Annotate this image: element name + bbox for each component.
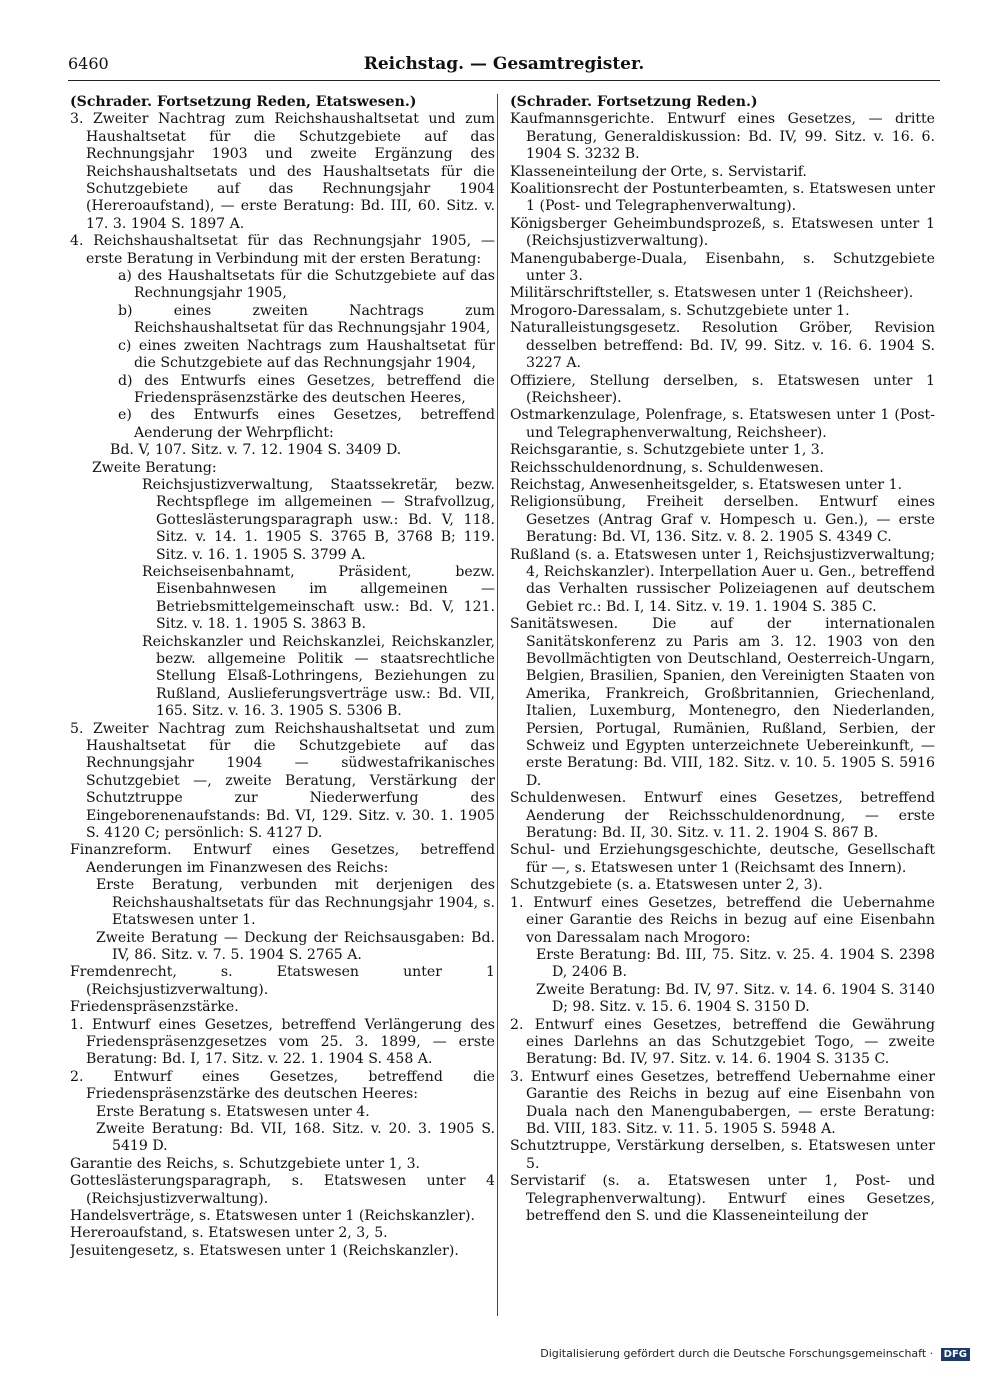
page-header <box>68 54 940 81</box>
index-entry: Hereroaufstand, s. Etatswesen unter 2, 3, 5. <box>70 1225 388 1242</box>
index-entry: Fremdenrecht, s. Etatswesen unter 1 (Reichsjustizverwaltung). <box>70 964 495 998</box>
index-entry: Reichstag, Anwesenheitsgelder, s. Etatswesen unter 1. <box>510 476 903 493</box>
index-entry: 4. Reichshaushaltsetat für das Rechnungsjahr 1905, — erste Beratung in Verbindung mit der ersten Beratung: <box>70 233 495 267</box>
index-entry: 1. Entwurf eines Gesetzes, betreffend die Uebernahme einer Garantie des Reichs in bezug auf eine Eisenbahn von Daressalam nach Mrogoro: <box>510 894 935 946</box>
index-entry: Ostmarkenzulage, Polenfrage, s. Etatswesen unter 1 (Post- und Telegraphenverwaltung, Reichsheer). <box>510 407 935 441</box>
index-entry: Schutztruppe, Verstärkung derselben, s. Etatswesen unter 5. <box>510 1138 935 1172</box>
index-entry: 5. Zweiter Nachtrag zum Reichshaushaltsetat und zum Haushaltsetat für die Schutzgebiete auf das Rechnungsjahr 1904 — südwestafrikanisches Schutzgebiet —, zweite Beratung, Verstärkung der Schutztruppe zur Niederwerfung des Eingeborenenaufstands: Bd. VI, 129. Sitz. v. 30. 1. 1905 S. 4120 C; persönlich: S. 4127 D. <box>70 720 495 842</box>
index-entry: Reichsjustizverwaltung, Staatssekretär, bezw. Rechtspflege im allgemeinen — Strafvollzug, Gotteslästerungsparagraph usw.: Bd. V, 118. Sitz. v. 14. 1. 1905 S. 3765 B, 3768 B; 119. Sitz. v. 16. 1. 1905 S. 3799 A. <box>142 476 495 563</box>
index-entry: Schul- und Erziehungsgeschichte, deutsche, Gesellschaft für —, s. Etatswesen unter 1 (Reichsamt des Innern). <box>510 842 935 876</box>
continuation-heading: (Schrader. Fortsetzung Reden.) <box>510 94 758 110</box>
right-column <box>510 94 935 1324</box>
index-entry: Reichskanzler und Reichskanzlei, Reichskanzler, bezw. allgemeine Politik — staatsrechtliche Stellung Elsaß-Lothringens, Beziehungen zu Rußland, Auslieferungsverträge usw.: Bd. VII, 165. Sitz. v. 16. 3. 1905 S. 5306 B. <box>142 633 495 720</box>
column-divider <box>497 94 498 1316</box>
index-entry: c) eines zweiten Nachtrags zum Haushaltsetat für die Schutzgebiete auf das Rechnungsjahr 1904, <box>118 337 495 372</box>
index-entry: Schuldenwesen. Entwurf eines Gesetzes, betreffend Aenderung der Reichsschuldenordnung, — erste Beratung: Bd. II, 30. Sitz. v. 11. 2. 1904 S. 867 B. <box>510 790 935 842</box>
index-entry: Offiziere, Stellung derselben, s. Etatswesen unter 1 (Reichsheer). <box>510 372 935 406</box>
index-entry: 1. Entwurf eines Gesetzes, betreffend Verlängerung des Friedenspräsenzgesetzes vom 25. 3. 1899, — erste Beratung: Bd. I, 17. Sitz. v. 22. 1. 1904 S. 458 A. <box>70 1016 495 1068</box>
index-entry: Servistarif (s. a. Etatswesen unter 1, Post- und Telegraphenverwaltung). Entwurf eines Gesetzes, betreffend den S. und die Klasseneinteilung der <box>510 1173 935 1224</box>
index-entry: Zweite Beratung: <box>92 459 217 476</box>
running-head: Reichstag. — Gesamtregister. <box>363 54 645 74</box>
index-entry: Klasseneinteilung der Orte, s. Servistarif. <box>510 163 807 180</box>
index-entry: Reichsschuldenordnung, s. Schuldenwesen. <box>510 459 824 476</box>
index-entry: Zweite Beratung — Deckung der Reichsausgaben: Bd. IV, 86. Sitz. v. 7. 5. 1904 S. 2765 A. <box>96 929 495 963</box>
index-entry: Rußland (s. a. Etatswesen unter 1, Reichsjustizverwaltung; 4, Reichskanzler). Interpellation Auer u. Gen., betreffend das Verhalten russischer Polizeiagenen auf deutschem Gebiet rc.: Bd. I, 14. Sitz. v. 19. 1. 1904 S. 385 C. <box>510 546 935 615</box>
index-entry: Naturalleistungsgesetz. Resolution Gröber, Revision desselben betreffend: Bd. IV, 99. Sitz. v. 16. 6. 1904 S. 3227 A. <box>510 320 935 372</box>
index-entry: Manengubaberge-Duala, Eisenbahn, s. Schutzgebiete unter 3. <box>510 250 935 285</box>
index-entry: Zweite Beratung: Bd. VII, 168. Sitz. v. 20. 3. 1905 S. 5419 D. <box>96 1120 495 1155</box>
index-entry: Religionsübung, Freiheit derselben. Entwurf eines Gesetzes (Antrag Graf v. Hompesch u. Gen.), — erste Beratung: Bd. VI, 136. Sitz. v. 8. 2. 1905 S. 4349 C. <box>510 494 935 546</box>
index-entry: 2. Entwurf eines Gesetzes, betreffend die Gewährung eines Darlehns an das Schutzgebiet Togo, — zweite Beratung: Bd. IV, 97. Sitz. v. 14. 6. 1904 S. 3135 C. <box>510 1016 935 1068</box>
left-column <box>70 94 495 1324</box>
index-entry: a) des Haushaltsetats für die Schutzgebiete auf das Rechnungsjahr 1905, <box>118 268 495 302</box>
index-entry: Schutzgebiete (s. a. Etatswesen unter 2, 3). <box>510 877 823 894</box>
index-entry: Reichseisenbahnamt, Präsident, bezw. Eisenbahnwesen im allgemeinen — Betriebsmittelgemeinschaft usw.: Bd. V, 121. Sitz. v. 18. 1. 1905 S. 3863 B. <box>142 563 495 633</box>
index-entry: b) eines zweiten Nachtrags zum Reichshaushaltsetat für das Rechnungsjahr 1904, <box>118 302 495 337</box>
footer <box>540 1347 970 1361</box>
index-entry: Kaufmannsgerichte. Entwurf eines Gesetzes, — dritte Beratung, Generaldiskussion: Bd. IV, 99. Sitz. v. 16. 6. 1904 S. 3232 B. <box>510 111 935 163</box>
index-entry: Sanitätswesen. Die auf der internationalen Sanitätskonferenz zu Paris am 3. 12. 1903 von den Bevollmächtigten von Deutschland, Oesterreich-Ungarn, Belgien, Brasilien, Spanien, den Vereinigten Staaten von Amerika, Frankreich, Großbritannien, Griechenland, Italien, Luxemburg, Montenegro, den Niederlanden, Persien, Portugal, Rumänien, Rußland, Serbien, der Schweiz und Egypten unterzeichnete Uebereinkunft, — erste Beratung: Bd. VIII, 182. Sitz. v. 10. 5. 1905 S. 5916 D. <box>510 616 935 789</box>
index-entry: Jesuitengesetz, s. Etatswesen unter 1 (Reichskanzler). <box>70 1242 459 1259</box>
index-entry: Finanzreform. Entwurf eines Gesetzes, betreffend Aenderungen im Finanzwesen des Reichs: <box>70 842 495 876</box>
index-entry: e) des Entwurfs eines Gesetzes, betreffend Aenderung der Wehrpflicht: <box>118 407 495 441</box>
index-entry: Erste Beratung s. Etatswesen unter 4. <box>96 1103 370 1120</box>
index-entry: Reichsgarantie, s. Schutzgebiete unter 1, 3. <box>510 442 825 459</box>
index-entry: Gotteslästerungsparagraph, s. Etatswesen unter 4 (Reichsjustizverwaltung). <box>70 1173 495 1207</box>
index-entry: 3. Entwurf eines Gesetzes, betreffend Uebernahme einer Garantie des Reichs in bezug auf eine Eisenbahn von Duala nach den Manengubabergen, — erste Beratung: Bd. VIII, 183. Sitz. v. 11. 5. 1905 S. 5948 A. <box>510 1068 935 1137</box>
continuation-heading: (Schrader. Fortsetzung Reden, Etatswesen.) <box>70 94 417 110</box>
index-entry: Bd. V, 107. Sitz. v. 7. 12. 1904 S. 3409 D. <box>110 442 402 459</box>
index-entry: Handelsverträge, s. Etatswesen unter 1 (Reichskanzler). <box>70 1208 476 1224</box>
index-entry: Militärschriftsteller, s. Etatswesen unter 1 (Reichsheer). <box>510 285 914 302</box>
index-entry: Königsberger Geheimbundsprozeß, s. Etatswesen unter 1 (Reichsjustizverwaltung). <box>510 215 935 250</box>
footer-credit: Digitalisierung gefördert durch die Deutsche Forschungsgemeinschaft · <box>540 1347 934 1360</box>
index-entry: d) des Entwurfs eines Gesetzes, betreffend die Friedenspräsenzstärke des deutschen Heeres, <box>118 372 495 406</box>
index-entry: Mrogoro-Daressalam, s. Schutzgebiete unter 1. <box>510 302 850 319</box>
index-entry: Zweite Beratung: Bd. IV, 97. Sitz. v. 14. 6. 1904 S. 3140 D; 98. Sitz. v. 15. 6. 1904 S. 3150 D. <box>536 981 935 1016</box>
index-entry: Koalitionsrecht der Postunterbeamten, s. Etatswesen unter 1 (Post- und Telegraphenverwaltung). <box>510 181 935 215</box>
dfg-logo: DFG <box>941 1348 970 1361</box>
index-entry: 3. Zweiter Nachtrag zum Reichshaushaltsetat und zum Haushaltsetat für die Schutzgebiete auf das Rechnungsjahr 1903 und zweite Ergänzung des Reichshaushaltsetats und des Haushaltsetats für die Schutzgebiete auf das Rechnungsjahr 1904 (Hereroaufstand), — erste Beratung: Bd. III, 60. Sitz. v. 17. 3. 1904 S. 1897 A. <box>70 111 495 232</box>
index-entry: Erste Beratung: Bd. III, 75. Sitz. v. 25. 4. 1904 S. 2398 D, 2406 B. <box>536 946 935 981</box>
page-number: 6460 <box>68 54 109 73</box>
index-entry: 2. Entwurf eines Gesetzes, betreffend die Friedenspräsenzstärke des deutschen Heeres: <box>70 1068 495 1103</box>
index-entry: Erste Beratung, verbunden mit derjenigen des Reichshaushaltsetats für das Rechnungsjahr 1904, s. Etatswesen unter 1. <box>96 877 495 929</box>
index-entry: Garantie des Reichs, s. Schutzgebiete unter 1, 3. <box>70 1155 421 1172</box>
index-entry: Friedenspräsenzstärke. <box>70 999 239 1016</box>
